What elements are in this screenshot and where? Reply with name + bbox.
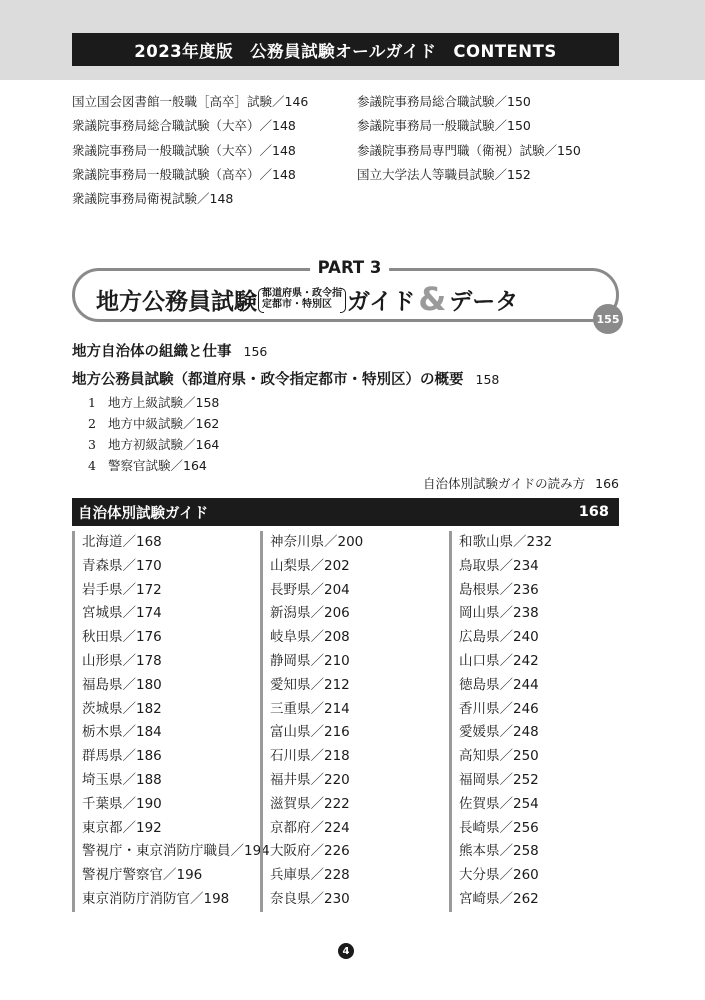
- list-item: 参議院事務局一般職試験／150: [357, 118, 531, 134]
- list-item[interactable]: 山口県／242: [459, 652, 539, 669]
- list-item[interactable]: 長崎県／256: [459, 819, 539, 836]
- reading-note[interactable]: [423, 474, 619, 492]
- sub-item-number: 3: [88, 437, 96, 452]
- list-item[interactable]: 警視庁警察官／196: [82, 867, 203, 884]
- list-item[interactable]: 福井県／220: [270, 771, 350, 788]
- part-subtitle-line2: 定都市・特別区: [262, 299, 332, 310]
- list-item[interactable]: 大阪府／226: [270, 843, 350, 860]
- list-item[interactable]: 徳島県／244: [459, 676, 539, 693]
- list-item[interactable]: 茨城県／182: [82, 700, 162, 717]
- list-item: 衆議院事務局総合職試験（大卒）／148: [72, 118, 296, 134]
- section-entry[interactable]: [72, 368, 499, 389]
- exam-list-right: [357, 90, 581, 187]
- prefecture-column-3: [449, 531, 629, 912]
- list-item[interactable]: 愛知県／212: [270, 676, 350, 693]
- sub-item-number: 2: [88, 416, 96, 431]
- list-item[interactable]: 長野県／204: [270, 581, 350, 598]
- prefecture-column-2: [260, 531, 440, 912]
- list-item: 参議院事務局総合職試験／150: [357, 94, 531, 109]
- list-item[interactable]: 新潟県／206: [270, 605, 350, 622]
- list-item[interactable]: 広島県／240: [459, 629, 539, 646]
- guide-page: 168: [578, 504, 609, 520]
- contents-title: 2023年度版 公務員試験オールガイド CONTENTS: [134, 41, 557, 61]
- guide-title: 自治体別試験ガイド: [78, 505, 209, 522]
- list-item[interactable]: 秋田県／176: [82, 629, 162, 646]
- list-item[interactable]: 石川県／218: [270, 748, 350, 765]
- list-item[interactable]: 千葉県／190: [82, 795, 162, 812]
- part-subtitle-line1: 都道府県・政令指: [262, 287, 342, 299]
- part-title-subtitle: [258, 288, 346, 311]
- section-page: 158: [475, 372, 500, 387]
- list-item[interactable]: 宮城県／174: [82, 605, 162, 622]
- list-item[interactable]: 香川県／246: [459, 700, 539, 717]
- list-item[interactable]: 三重県／214: [270, 700, 350, 717]
- list-item[interactable]: 山梨県／202: [270, 557, 350, 574]
- list-item: 国立国会図書館一般職［高卒］試験／146: [72, 94, 309, 109]
- reading-note-page: 166: [595, 476, 619, 491]
- list-item[interactable]: 愛媛県／248: [459, 724, 539, 741]
- list-item: 参議院事務局専門職（衛視）試験／150: [357, 142, 581, 158]
- list-item[interactable]: 大分県／260: [459, 867, 539, 884]
- page-number: 4: [338, 943, 354, 959]
- list-item[interactable]: 富山県／216: [270, 724, 350, 741]
- sub-item[interactable]: [88, 392, 219, 413]
- reading-note-text: 自治体別試験ガイドの読み方: [423, 476, 586, 491]
- list-item[interactable]: 山形県／178: [82, 652, 162, 669]
- list-item[interactable]: 東京都／192: [82, 819, 162, 836]
- part-title: [96, 281, 518, 317]
- part-heading: [72, 258, 627, 330]
- list-item: 衆議院事務局一般職試験（大卒）／148: [72, 142, 296, 158]
- sub-item-text: 地方初級試験／164: [108, 437, 220, 452]
- section-title: 地方自治体の組織と仕事: [72, 344, 232, 360]
- list-item: 衆議院事務局衛視試験／148: [72, 191, 234, 207]
- list-item[interactable]: 京都府／224: [270, 819, 350, 836]
- part-title-guide: ガイド: [347, 288, 416, 315]
- list-item[interactable]: 福岡県／252: [459, 771, 539, 788]
- sub-list: [88, 392, 219, 476]
- part-title-main: 地方公務員試験: [96, 288, 257, 315]
- list-item[interactable]: 群馬県／186: [82, 748, 162, 765]
- list-item[interactable]: 岩手県／172: [82, 581, 162, 598]
- contents-header: [72, 33, 619, 66]
- section-entry[interactable]: [72, 340, 267, 361]
- list-item[interactable]: 北海道／168: [82, 534, 162, 550]
- list-item[interactable]: 岐阜県／208: [270, 629, 350, 646]
- list-item[interactable]: 東京消防庁消防官／198: [82, 890, 230, 907]
- prefecture-column-1: [72, 531, 270, 912]
- sub-item[interactable]: [88, 413, 219, 434]
- list-item[interactable]: 高知県／250: [459, 748, 539, 765]
- sub-item[interactable]: [88, 434, 219, 455]
- list-item: 国立大学法人等職員試験／152: [357, 166, 531, 182]
- list-item[interactable]: 熊本県／258: [459, 843, 539, 860]
- list-item[interactable]: 神奈川県／200: [270, 534, 364, 550]
- sub-item-text: 警察官試験／164: [108, 458, 207, 473]
- list-item[interactable]: 埼玉県／188: [82, 771, 162, 788]
- list-item[interactable]: 奈良県／230: [270, 890, 350, 907]
- sub-item-text: 地方上級試験／158: [108, 395, 220, 410]
- list-item[interactable]: 栃木県／184: [82, 724, 162, 741]
- list-item[interactable]: 鳥取県／234: [459, 557, 539, 574]
- list-item[interactable]: 島根県／236: [459, 581, 539, 598]
- sub-item[interactable]: [88, 455, 219, 476]
- list-item[interactable]: 和歌山県／232: [459, 534, 553, 550]
- list-item[interactable]: 兵庫県／228: [270, 867, 350, 884]
- list-item[interactable]: 静岡県／210: [270, 652, 350, 669]
- section-title: 地方公務員試験（都道府県・政令指定都市・特別区）の概要: [72, 372, 464, 388]
- sub-item-number: 1: [88, 395, 96, 410]
- list-item[interactable]: 佐賀県／254: [459, 795, 539, 812]
- list-item[interactable]: 宮崎県／262: [459, 890, 539, 907]
- section-page: 156: [243, 344, 268, 359]
- list-item: 衆議院事務局一般職試験（高卒）／148: [72, 166, 296, 182]
- list-item[interactable]: 福島県／180: [82, 676, 162, 693]
- sub-item-text: 地方中級試験／162: [108, 416, 220, 431]
- part-title-data: データ: [449, 288, 519, 315]
- part-label: PART 3: [310, 258, 390, 277]
- list-item[interactable]: 警視庁・東京消防庁職員／194: [82, 843, 270, 860]
- list-item[interactable]: 岡山県／238: [459, 605, 539, 622]
- list-item[interactable]: 滋賀県／222: [270, 795, 350, 812]
- sub-item-number: 4: [88, 458, 96, 473]
- exam-list-left: [72, 90, 308, 211]
- part-page-badge: 155: [593, 304, 623, 334]
- ampersand: &: [418, 280, 447, 318]
- list-item[interactable]: 青森県／170: [82, 557, 162, 574]
- guide-header-bar: [72, 498, 619, 526]
